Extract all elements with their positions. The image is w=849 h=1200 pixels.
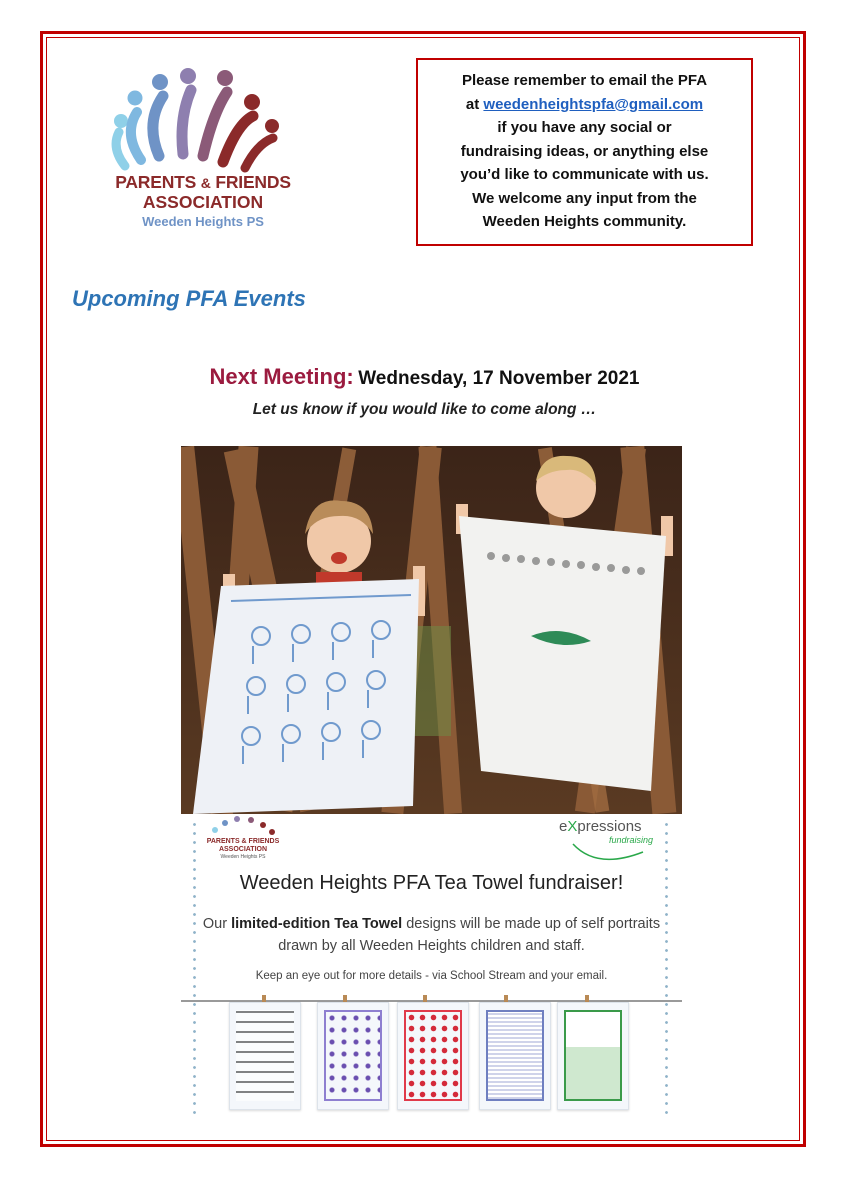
notice-line: you’d like to communicate with us.	[460, 166, 709, 183]
flyer-pfa-logo	[203, 814, 283, 864]
tea-towel-sample	[479, 1002, 551, 1110]
logo-title-line2: ASSOCIATION	[142, 192, 264, 212]
sponsor-subtitle: fundraising	[609, 835, 654, 845]
people-arc-icon	[203, 814, 283, 840]
sponsor-wordmark: eXpressions	[559, 818, 642, 835]
people-arc-icon	[105, 68, 290, 173]
notice-line: Weeden Heights community.	[482, 213, 687, 230]
flyer-body: Our limited-edition Tea Towel designs will be made up of self portraits drawn by all Weeden Heights children and staff.	[202, 916, 661, 954]
tea-towel-sample	[557, 1002, 629, 1110]
tea-towel-photo	[181, 446, 682, 814]
tea-towel-sample	[397, 1002, 469, 1110]
tea-towel-sample	[229, 1002, 301, 1110]
logo-title-line1: PARENTS & FRIENDS	[115, 172, 291, 192]
swoosh-icon	[557, 818, 667, 868]
flyer-logo-school: Weeden Heights PS	[220, 854, 266, 860]
notice-line: Please remember to email the PFA	[461, 72, 708, 89]
meeting-invite: Let us know if you would like to come along …	[252, 401, 597, 418]
email-notice-box	[416, 58, 753, 246]
tea-towel-sample	[317, 1002, 389, 1110]
flyer-logo-title: PARENTS & FRIENDS ASSOCIATION	[206, 838, 280, 853]
notice-line: at weedenheightspfa@gmail.com	[465, 95, 704, 113]
flyer-headline: Weeden Heights PFA Tea Towel fundraiser!	[239, 872, 624, 894]
fundraiser-flyer	[181, 814, 682, 1126]
logo-school-name: Weeden Heights PS	[142, 214, 264, 229]
next-meeting	[0, 364, 849, 390]
next-meeting-label: Next Meeting:	[209, 364, 354, 389]
section-title: Upcoming PFA Events	[72, 286, 306, 311]
flyer-more-details: Keep an eye out for more details - via School Stream and your email.	[255, 970, 608, 982]
next-meeting-date: Wednesday, 17 November 2021	[358, 368, 640, 389]
pfa-email-link[interactable]: weedenheightspfa@gmail.com	[483, 95, 704, 113]
pfa-logo	[105, 68, 290, 233]
notice-line: fundraising ideas, or anything else	[460, 142, 709, 160]
expressions-fundraising-logo	[557, 818, 667, 868]
notice-line: We welcome any input from the	[472, 189, 697, 207]
notice-line: if you have any social or	[497, 119, 672, 136]
